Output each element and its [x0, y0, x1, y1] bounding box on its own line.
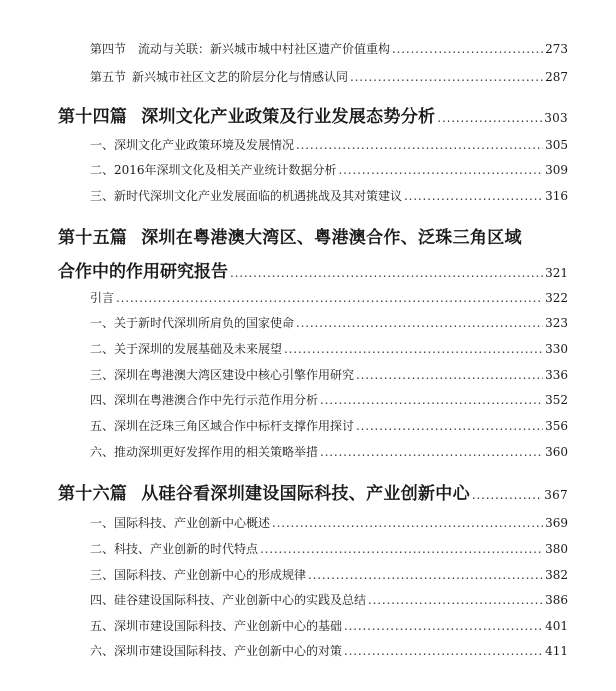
- dot-leader: [284, 342, 543, 356]
- page-number: 323: [545, 316, 568, 330]
- dot-leader: [260, 542, 543, 556]
- toc-entry[interactable]: [90, 136, 568, 153]
- entry-title: 二、关于深圳的发展基础及未来展望: [90, 342, 283, 356]
- page-number: 352: [545, 393, 568, 407]
- toc-entry[interactable]: [90, 443, 568, 460]
- section-number: 第五节: [90, 70, 127, 84]
- dot-leader: [296, 316, 543, 330]
- page-number: 386: [545, 593, 568, 607]
- toc-part-14-heading[interactable]: [58, 102, 568, 127]
- page-number: 309: [545, 163, 568, 177]
- dot-leader: [320, 393, 543, 407]
- dot-leader: [272, 516, 543, 530]
- dot-leader: [344, 644, 543, 658]
- section-number: 第四节: [90, 42, 127, 56]
- toc-entry[interactable]: [90, 540, 568, 557]
- dot-leader: [392, 42, 543, 56]
- part-title: 深圳文化产业政策及行业发展态势分析: [141, 107, 436, 127]
- entry-title: 引言: [90, 291, 115, 305]
- dot-leader: [437, 111, 542, 125]
- entry-title: 三、深圳在粤港澳大湾区建设中核心引擎作用研究: [90, 368, 355, 382]
- page-number: 380: [545, 542, 568, 556]
- dot-leader: [344, 619, 543, 633]
- page-number: 356: [545, 419, 568, 433]
- toc-entry[interactable]: [90, 566, 568, 583]
- dot-leader: [296, 138, 543, 152]
- page-number: 273: [545, 42, 568, 56]
- part-number: 第十六篇: [58, 484, 128, 504]
- entry-title: 四、硅谷建设国际科技、产业创新中心的实践及总结: [90, 593, 367, 607]
- entry-title: 一、国际科技、产业创新中心概述: [90, 516, 271, 530]
- toc-entry[interactable]: [90, 289, 568, 306]
- toc-part-15-heading[interactable]: [58, 223, 568, 248]
- page-number: 305: [545, 138, 568, 152]
- dot-leader: [368, 593, 543, 607]
- dot-leader: [116, 291, 543, 305]
- toc-entry[interactable]: [90, 417, 568, 434]
- toc-entry[interactable]: [90, 391, 568, 408]
- dot-leader: [404, 189, 543, 203]
- page-number: 303: [544, 111, 568, 125]
- page-number: 411: [545, 644, 568, 658]
- toc-entry[interactable]: [90, 314, 568, 331]
- page-number: 330: [545, 342, 568, 356]
- toc-entry-section-4[interactable]: [90, 40, 568, 57]
- entry-title: 二、科技、产业创新的时代特点: [90, 542, 259, 556]
- page-number: 401: [545, 619, 568, 633]
- entry-title: 一、深圳文化产业政策环境及发展情况: [90, 138, 295, 152]
- page-number: 367: [544, 488, 568, 502]
- dot-leader: [356, 419, 543, 433]
- dot-leader: [308, 568, 543, 582]
- part-number: 第十五篇: [58, 228, 128, 248]
- page-number: 369: [545, 516, 568, 530]
- dot-leader: [350, 70, 543, 84]
- toc-part-16-heading[interactable]: [58, 479, 568, 504]
- part-title: 深圳在粤港澳大湾区、粤港澳合作、泛珠三角区域: [141, 228, 522, 248]
- entry-title: 三、新时代深圳文化产业发展面临的机遇挑战及其对策建议: [90, 189, 403, 203]
- entry-title: 流动与关联：新兴城市城中村社区遗产价值重构: [138, 42, 391, 56]
- entry-title: 新兴城市社区文艺的阶层分化与情感认同: [132, 70, 349, 84]
- toc-entry[interactable]: [90, 617, 568, 634]
- toc-entry[interactable]: [90, 340, 568, 357]
- toc-entry[interactable]: [90, 642, 568, 659]
- toc-entry-section-5[interactable]: [90, 68, 568, 85]
- entry-title: 二、2016年深圳文化及相关产业统计数据分析: [90, 163, 337, 177]
- entry-title: 四、深圳在粤港澳合作中先行示范作用分析: [90, 393, 319, 407]
- part-number: 第十四篇: [58, 107, 128, 127]
- page-number: 316: [545, 189, 568, 203]
- page-number: 336: [545, 368, 568, 382]
- entry-title: 六、推动深圳更好发挥作用的相关策略举措: [90, 445, 319, 459]
- page-number: 321: [545, 266, 568, 280]
- toc-entry[interactable]: [90, 366, 568, 383]
- dot-leader: [472, 488, 542, 502]
- entry-title: 三、国际科技、产业创新中心的形成规律: [90, 568, 307, 582]
- toc-part-15-heading-continued[interactable]: [58, 257, 568, 282]
- page-number: 287: [545, 70, 568, 84]
- entry-title: 一、关于新时代深圳所肩负的国家使命: [90, 316, 295, 330]
- entry-title: 五、深圳市建设国际科技、产业创新中心的基础: [90, 619, 343, 633]
- entry-title: 六、深圳市建设国际科技、产业创新中心的对策: [90, 644, 343, 658]
- toc-entry[interactable]: [90, 514, 568, 531]
- toc-entry[interactable]: [90, 591, 568, 608]
- toc-entry[interactable]: [90, 187, 568, 204]
- entry-title: 五、深圳在泛珠三角区域合作中标杆支撑作用探讨: [90, 419, 355, 433]
- part-title: 从硅谷看深圳建设国际科技、产业创新中心: [141, 484, 470, 504]
- page-number: 360: [545, 445, 568, 459]
- part-title-continued: 合作中的作用研究报告: [58, 262, 228, 282]
- page-number: 382: [545, 568, 568, 582]
- dot-leader: [230, 266, 543, 280]
- dot-leader: [320, 445, 543, 459]
- dot-leader: [339, 163, 544, 177]
- dot-leader: [356, 368, 543, 382]
- page-number: 322: [545, 291, 568, 305]
- toc-entry[interactable]: [90, 161, 568, 178]
